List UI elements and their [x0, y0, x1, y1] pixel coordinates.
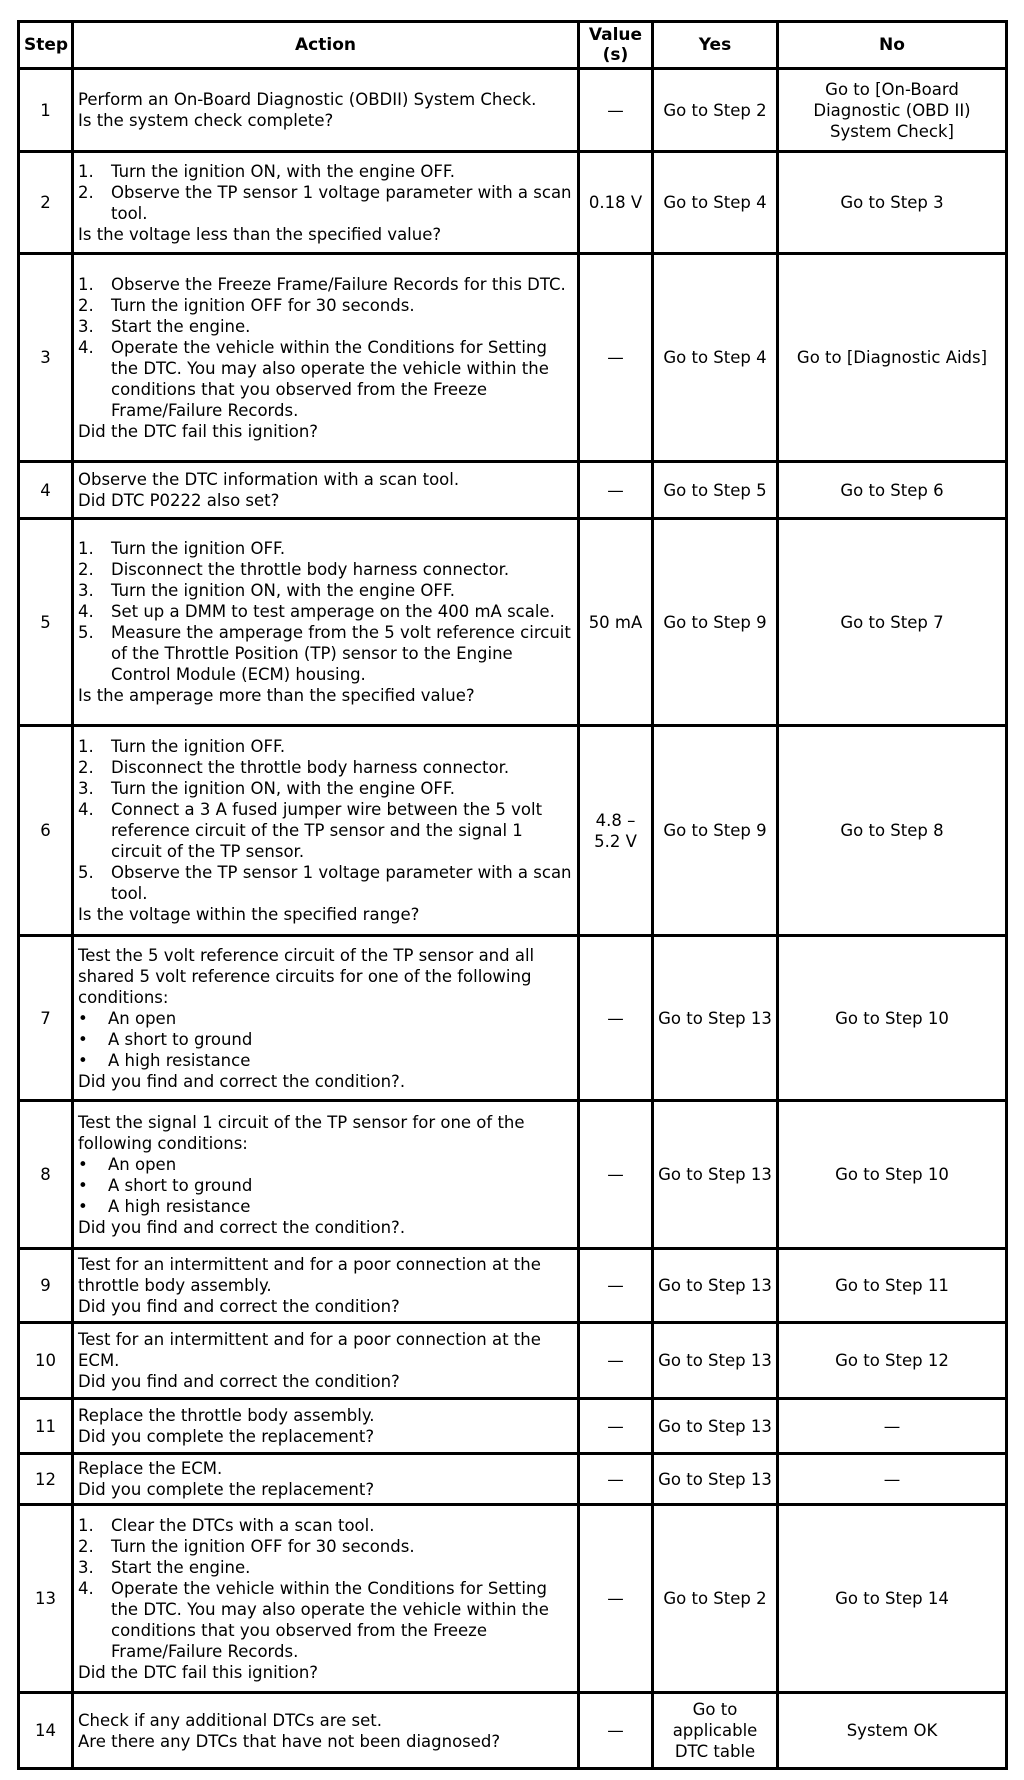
action-list-item — [78, 799, 573, 862]
action-cell — [73, 1101, 579, 1249]
list-marker: • — [78, 1175, 88, 1195]
action-intro: Check if any additional DTCs are set. — [78, 1710, 382, 1730]
step-cell: 10 — [19, 1323, 73, 1399]
header-yes: Yes — [653, 22, 778, 69]
action-cell — [73, 462, 579, 519]
list-item-text: Disconnect the throttle body harness connector. — [111, 560, 510, 579]
action-list-item — [78, 778, 573, 799]
list-marker: 3. — [78, 1557, 94, 1577]
action-cell — [73, 1505, 579, 1693]
value-cell: — — [579, 1505, 653, 1693]
action-question: Did you complete the replacement? — [78, 1480, 375, 1499]
list-item-text: Turn the ignition OFF for 30 seconds. — [111, 295, 415, 315]
no-cell: Go to [On-Board Diagnostic (OBD II) System Check] — [778, 69, 1007, 152]
no-cell: — — [778, 1454, 1007, 1505]
action-list-item — [78, 1536, 573, 1557]
list-item-text: A short to ground — [108, 1175, 253, 1195]
value-cell: — — [579, 1323, 653, 1399]
step-cell: 7 — [19, 936, 73, 1101]
action-list-item — [78, 736, 573, 757]
action-list-item — [78, 601, 573, 622]
list-item-text: Turn the ignition OFF for 30 seconds. — [111, 1536, 415, 1556]
action-intro: Observe the DTC information with a scan tool. — [78, 470, 460, 489]
action-list-item — [78, 1029, 573, 1050]
action-cell — [73, 936, 579, 1101]
list-marker: • — [78, 1029, 88, 1049]
value-cell: 4.8 – 5.2 V — [579, 726, 653, 936]
table-row — [19, 726, 1007, 936]
header-row — [19, 22, 1007, 69]
action-intro: Replace the ECM. — [78, 1459, 223, 1478]
action-cell — [73, 726, 579, 936]
list-item-text: Operate the vehicle within the Conditions for Setting the DTC. You may also operate the vehicle within the conditions that you observed from the Freeze Frame/Failure Records. — [111, 337, 549, 420]
action-intro: Replace the throttle body assembly. — [78, 1406, 375, 1425]
step-cell: 3 — [19, 254, 73, 462]
yes-cell: Go to applicable DTC table — [653, 1693, 778, 1769]
value-cell: — — [579, 1693, 653, 1769]
action-question: Is the voltage within the specified range? — [78, 905, 420, 924]
list-marker: 5. — [78, 863, 94, 882]
list-item-text: Turn the ignition OFF. — [111, 539, 286, 558]
action-cell — [73, 1693, 579, 1769]
table-row — [19, 1399, 1007, 1454]
yes-cell: Go to Step 9 — [653, 519, 778, 726]
value-cell: — — [579, 936, 653, 1101]
yes-cell: Go to Step 4 — [653, 254, 778, 462]
action-list-item — [78, 337, 573, 421]
list-marker: 1. — [78, 1515, 94, 1535]
step-cell: 5 — [19, 519, 73, 726]
list-marker: 3. — [78, 779, 94, 798]
table-row — [19, 69, 1007, 152]
action-question: Did DTC P0222 also set? — [78, 491, 280, 510]
list-marker: 2. — [78, 295, 94, 315]
action-intro: Test for an intermittent and for a poor connection at the ECM. — [78, 1330, 541, 1370]
header-step: Step — [19, 22, 73, 69]
list-marker: 3. — [78, 581, 94, 600]
action-cell — [73, 1454, 579, 1505]
table-row — [19, 519, 1007, 726]
list-item-text: Connect a 3 A fused jumper wire between the 5 volt reference circuit of the TP sensor and the signal 1 circuit of the TP sensor. — [111, 800, 543, 861]
list-marker: 1. — [78, 539, 94, 558]
yes-cell: Go to Step 2 — [653, 69, 778, 152]
no-cell: Go to Step 6 — [778, 462, 1007, 519]
action-question: Did you find and correct the condition?. — [78, 1071, 406, 1091]
action-question: Is the voltage less than the specified value? — [78, 224, 442, 244]
yes-cell: Go to Step 9 — [653, 726, 778, 936]
step-cell: 14 — [19, 1693, 73, 1769]
list-item-text: Measure the amperage from the 5 volt reference circuit of the Throttle Position (TP) sensor to the Engine Control Module (ECM) housing. — [111, 623, 571, 684]
no-cell: Go to Step 10 — [778, 936, 1007, 1101]
value-cell: — — [579, 254, 653, 462]
list-marker: 4. — [78, 800, 94, 819]
action-intro: Test for an intermittent and for a poor connection at the throttle body assembly. — [78, 1255, 541, 1295]
action-cell — [73, 1323, 579, 1399]
action-question: Did the DTC fail this ignition? — [78, 1662, 319, 1682]
yes-cell: Go to Step 13 — [653, 936, 778, 1101]
action-list-item — [78, 182, 573, 224]
list-marker: 1. — [78, 274, 94, 294]
table-row — [19, 1505, 1007, 1693]
table-row — [19, 1323, 1007, 1399]
action-list-item — [78, 1175, 573, 1196]
action-list-item — [78, 1578, 573, 1662]
table-row — [19, 254, 1007, 462]
list-item-text: Observe the TP sensor 1 voltage parameter with a scan tool. — [111, 863, 572, 903]
yes-cell: Go to Step 5 — [653, 462, 778, 519]
yes-cell: Go to Step 13 — [653, 1454, 778, 1505]
action-list-item — [78, 559, 573, 580]
step-cell: 11 — [19, 1399, 73, 1454]
value-cell: — — [579, 1101, 653, 1249]
list-item-text: Turn the ignition OFF. — [111, 737, 286, 756]
no-cell: System OK — [778, 1693, 1007, 1769]
list-marker: 4. — [78, 337, 94, 357]
yes-cell: Go to Step 4 — [653, 152, 778, 254]
list-marker: 4. — [78, 1578, 94, 1598]
action-list-item — [78, 1515, 573, 1536]
table-row — [19, 152, 1007, 254]
action-cell — [73, 519, 579, 726]
action-list-item — [78, 1196, 573, 1217]
value-cell: 0.18 V — [579, 152, 653, 254]
value-cell: 50 mA — [579, 519, 653, 726]
action-list-item — [78, 1557, 573, 1578]
action-cell — [73, 1399, 579, 1454]
list-item-text: A high resistance — [108, 1050, 251, 1070]
table-row — [19, 1454, 1007, 1505]
action-question: Is the amperage more than the specified value? — [78, 686, 475, 705]
list-item-text: Turn the ignition ON, with the engine OFF. — [111, 779, 455, 798]
action-list-item — [78, 1154, 573, 1175]
yes-cell: Go to Step 13 — [653, 1101, 778, 1249]
step-cell: 1 — [19, 69, 73, 152]
action-cell — [73, 152, 579, 254]
table-row — [19, 1693, 1007, 1769]
action-question: Did the DTC fail this ignition? — [78, 421, 319, 441]
value-cell: — — [579, 1399, 653, 1454]
list-marker: 3. — [78, 316, 94, 336]
list-item-text: Observe the TP sensor 1 voltage parameter with a scan tool. — [111, 182, 572, 223]
step-cell: 8 — [19, 1101, 73, 1249]
action-list-item — [78, 274, 573, 295]
action-list-item — [78, 295, 573, 316]
list-item-text: Disconnect the throttle body harness connector. — [111, 758, 510, 777]
list-item-text: Start the engine. — [111, 1557, 251, 1577]
step-cell: 9 — [19, 1249, 73, 1323]
step-cell: 2 — [19, 152, 73, 254]
list-marker: 2. — [78, 1536, 94, 1556]
yes-cell: Go to Step 2 — [653, 1505, 778, 1693]
action-question: Did you complete the replacement? — [78, 1427, 375, 1446]
action-intro: Test the signal 1 circuit of the TP sensor for one of the following conditions: — [78, 1112, 525, 1153]
list-marker: • — [78, 1196, 88, 1216]
list-marker: 2. — [78, 560, 94, 579]
no-cell: Go to Step 12 — [778, 1323, 1007, 1399]
action-list-item — [78, 1008, 573, 1029]
yes-cell: Go to Step 13 — [653, 1323, 778, 1399]
header-no: No — [778, 22, 1007, 69]
list-marker: 4. — [78, 602, 94, 621]
action-list-item — [78, 161, 573, 182]
no-cell: Go to Step 8 — [778, 726, 1007, 936]
action-cell — [73, 1249, 579, 1323]
table-row — [19, 462, 1007, 519]
list-item-text: Observe the Freeze Frame/Failure Records for this DTC. — [111, 274, 566, 294]
value-cell: — — [579, 69, 653, 152]
table-row — [19, 936, 1007, 1101]
action-cell — [73, 69, 579, 152]
action-intro: Perform an On-Board Diagnostic (OBDII) System Check. — [78, 90, 537, 109]
table-row — [19, 1249, 1007, 1323]
header-action: Action — [73, 22, 579, 69]
no-cell: Go to [Diagnostic Aids] — [778, 254, 1007, 462]
value-cell: — — [579, 1454, 653, 1505]
list-item-text: Clear the DTCs with a scan tool. — [111, 1515, 375, 1535]
step-cell: 12 — [19, 1454, 73, 1505]
step-cell: 4 — [19, 462, 73, 519]
action-cell — [73, 254, 579, 462]
list-marker: • — [78, 1050, 88, 1070]
list-item-text: A high resistance — [108, 1196, 251, 1216]
diagnostic-table — [17, 20, 1008, 1770]
list-item-text: Operate the vehicle within the Conditions for Setting the DTC. You may also operate the vehicle within the conditions that you observed from the Freeze Frame/Failure Records. — [111, 1578, 549, 1661]
action-list-item — [78, 1050, 573, 1071]
no-cell: Go to Step 10 — [778, 1101, 1007, 1249]
action-intro: Test the 5 volt reference circuit of the TP sensor and all shared 5 volt reference circuits for one of the following conditions: — [78, 945, 535, 1007]
step-cell: 13 — [19, 1505, 73, 1693]
yes-cell: Go to Step 13 — [653, 1249, 778, 1323]
list-item-text: Turn the ignition ON, with the engine OFF. — [111, 581, 455, 600]
table-row — [19, 1101, 1007, 1249]
action-question: Did you find and correct the condition? — [78, 1297, 400, 1316]
action-question: Did you find and correct the condition? — [78, 1372, 400, 1391]
list-marker: 1. — [78, 737, 94, 756]
value-cell: — — [579, 462, 653, 519]
no-cell: Go to Step 7 — [778, 519, 1007, 726]
list-marker: 5. — [78, 623, 94, 642]
action-list-item — [78, 622, 573, 685]
list-item-text: An open — [108, 1154, 177, 1174]
list-marker: • — [78, 1008, 88, 1028]
step-cell: 6 — [19, 726, 73, 936]
list-item-text: An open — [108, 1008, 177, 1028]
no-cell: Go to Step 3 — [778, 152, 1007, 254]
no-cell: Go to Step 14 — [778, 1505, 1007, 1693]
action-list-item — [78, 757, 573, 778]
action-list-item — [78, 316, 573, 337]
value-cell: — — [579, 1249, 653, 1323]
list-marker: 2. — [78, 182, 94, 202]
action-question: Are there any DTCs that have not been diagnosed? — [78, 1731, 501, 1751]
action-question: Is the system check complete? — [78, 111, 334, 130]
action-question: Did you find and correct the condition?. — [78, 1217, 406, 1237]
no-cell: — — [778, 1399, 1007, 1454]
list-item-text: Set up a DMM to test amperage on the 400 mA scale. — [111, 602, 555, 621]
action-list-item — [78, 538, 573, 559]
list-item-text: Turn the ignition ON, with the engine OFF. — [111, 161, 455, 181]
list-item-text: Start the engine. — [111, 316, 251, 336]
no-cell: Go to Step 11 — [778, 1249, 1007, 1323]
header-value: Value (s) — [579, 22, 653, 69]
yes-cell: Go to Step 13 — [653, 1399, 778, 1454]
action-list-item — [78, 580, 573, 601]
action-list-item — [78, 862, 573, 904]
list-marker: 2. — [78, 758, 94, 777]
list-marker: • — [78, 1154, 88, 1174]
list-item-text: A short to ground — [108, 1029, 253, 1049]
list-marker: 1. — [78, 161, 94, 181]
